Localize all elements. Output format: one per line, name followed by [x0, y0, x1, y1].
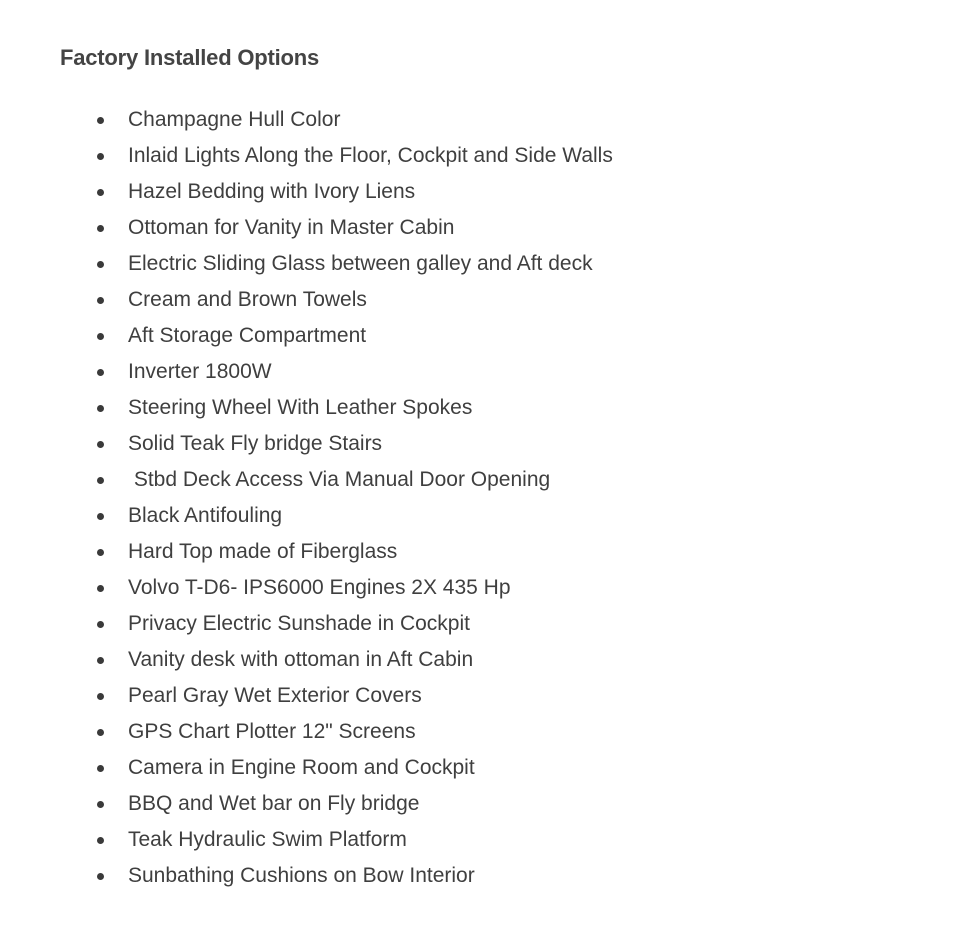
- bullet-icon: [97, 585, 104, 592]
- list-item-label: Ottoman for Vanity in Master Cabin: [128, 216, 455, 239]
- list-item-label: Solid Teak Fly bridge Stairs: [128, 432, 383, 455]
- bullet-icon: [97, 225, 104, 232]
- options-list: [60, 102, 964, 894]
- list-item-label: BBQ and Wet bar on Fly bridge: [128, 792, 420, 815]
- list-item: [60, 750, 964, 786]
- list-item: [60, 138, 964, 174]
- bullet-icon: [97, 621, 104, 628]
- section-heading: Factory Installed Options: [60, 45, 320, 70]
- list-item: [60, 714, 964, 750]
- bullet-icon: [97, 441, 104, 448]
- bullet-icon: [97, 549, 104, 556]
- list-item-label: Cream and Brown Towels: [128, 288, 367, 311]
- list-item-label: Black Antifouling: [128, 504, 283, 527]
- list-item-label: Inlaid Lights Along the Floor, Cockpit and Side Walls: [128, 144, 613, 167]
- bullet-icon: [97, 405, 104, 412]
- list-item: [60, 678, 964, 714]
- bullet-icon: [97, 765, 104, 772]
- list-item-label: Steering Wheel With Leather Spokes: [128, 396, 473, 419]
- list-item: [60, 174, 964, 210]
- bullet-icon: [97, 333, 104, 340]
- list-item-label: GPS Chart Plotter 12" Screens: [128, 720, 416, 743]
- list-item: [60, 534, 964, 570]
- list-item: [60, 390, 964, 426]
- list-item-label: Stbd Deck Access Via Manual Door Opening: [128, 468, 551, 491]
- list-item: [60, 354, 964, 390]
- list-item: [60, 786, 964, 822]
- list-item-label: Pearl Gray Wet Exterior Covers: [128, 684, 422, 707]
- list-item-label: Vanity desk with ottoman in Aft Cabin: [128, 648, 474, 671]
- bullet-icon: [97, 837, 104, 844]
- list-item-label: Teak Hydraulic Swim Platform: [128, 828, 407, 851]
- list-item: [60, 822, 964, 858]
- list-item: [60, 282, 964, 318]
- bullet-icon: [97, 513, 104, 520]
- bullet-icon: [97, 801, 104, 808]
- bullet-icon: [97, 369, 104, 376]
- list-item: [60, 462, 964, 498]
- list-item: [60, 426, 964, 462]
- list-item: [60, 318, 964, 354]
- bullet-icon: [97, 297, 104, 304]
- list-item-label: Electric Sliding Glass between galley and Aft deck: [128, 252, 593, 275]
- list-item-label: Champagne Hull Color: [128, 108, 341, 131]
- list-item-label: Sunbathing Cushions on Bow Interior: [128, 864, 475, 887]
- bullet-icon: [97, 477, 104, 484]
- bullet-icon: [97, 153, 104, 160]
- list-item-label: Hazel Bedding with Ivory Liens: [128, 180, 416, 203]
- list-item: [60, 858, 964, 894]
- bullet-icon: [97, 261, 104, 268]
- bullet-icon: [97, 873, 104, 880]
- list-item: [60, 642, 964, 678]
- list-item: [60, 498, 964, 534]
- bullet-icon: [97, 117, 104, 124]
- list-item: [60, 606, 964, 642]
- list-item-label: Volvo T-D6- IPS6000 Engines 2X 435 Hp: [128, 576, 511, 599]
- list-item: [60, 570, 964, 606]
- list-item-label: Aft Storage Compartment: [128, 324, 367, 347]
- list-item: [60, 246, 964, 282]
- list-item-label: Camera in Engine Room and Cockpit: [128, 756, 475, 779]
- bullet-icon: [97, 189, 104, 196]
- list-item-label: Privacy Electric Sunshade in Cockpit: [128, 612, 470, 635]
- list-item: [60, 210, 964, 246]
- list-item-label: Hard Top made of Fiberglass: [128, 540, 398, 563]
- list-item: [60, 102, 964, 138]
- list-item-label: Inverter 1800W: [128, 360, 272, 383]
- bullet-icon: [97, 693, 104, 700]
- bullet-icon: [97, 657, 104, 664]
- bullet-icon: [97, 729, 104, 736]
